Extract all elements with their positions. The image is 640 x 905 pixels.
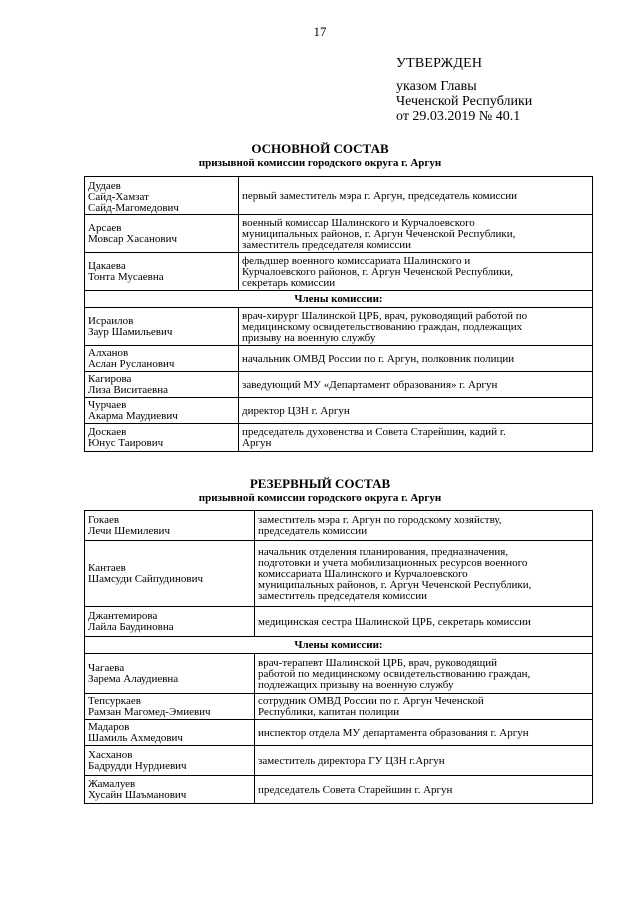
reserve-section-subtitle: призывной комиссии городского округа г. Аргун	[198, 492, 442, 504]
approval-stamp	[396, 56, 532, 124]
member-name-cell: Чагаева Зарема Алаудиевна	[85, 654, 255, 694]
member-role-cell: директор ЦЗН г. Аргун	[239, 398, 593, 424]
main-section-title: ОСНОВНОЙ СОСТАВ	[251, 141, 389, 156]
table-row	[85, 291, 593, 308]
member-name-cell: Кантаев Шамсуди Сайпудинович	[85, 541, 255, 607]
member-name-cell: Джантемирова Лайла Баудиновна	[85, 607, 255, 637]
table-row	[85, 694, 593, 720]
table-row	[85, 308, 593, 346]
member-name-cell: Арсаев Мовсар Хасанович	[85, 215, 239, 253]
member-role-cell: председатель Совета Старейшин г. Аргун	[255, 776, 593, 804]
members-group-header: Члены комиссии:	[85, 637, 593, 654]
table-row	[85, 215, 593, 253]
member-role-cell: первый заместитель мэра г. Аргун, председатель комиссии	[239, 177, 593, 215]
approval-line: указом Главы	[396, 79, 477, 94]
members-group-header: Члены комиссии:	[85, 291, 593, 308]
table-row	[85, 177, 593, 215]
table-row	[85, 424, 593, 452]
member-role-cell: председатель духовенства и Совета Старейшин, кадий г. Аргун	[239, 424, 593, 452]
member-role-cell: медицинская сестра Шалинской ЦРБ, секретарь комиссии	[255, 607, 593, 637]
member-role-cell: заместитель директора ГУ ЦЗН г.Аргун	[255, 746, 593, 776]
table-row	[85, 372, 593, 398]
member-role-cell: врач-терапевт Шалинской ЦРБ, врач, руководящий работой по медицинскому освидетельствованию граждан, подлежащих призыву на военную службу	[255, 654, 593, 694]
table-row	[85, 398, 593, 424]
table-row	[85, 541, 593, 607]
reserve-composition-table	[84, 510, 593, 804]
member-name-cell: Гокаев Лечи Шемилевич	[85, 511, 255, 541]
member-name-cell: Доскаев Юнус Таирович	[85, 424, 239, 452]
page-number: 17	[313, 24, 327, 39]
member-role-cell: заместитель мэра г. Аргун по городскому хозяйству, председатель комиссии	[255, 511, 593, 541]
approval-line: Чеченской Республики	[396, 94, 533, 109]
member-role-cell: заведующий МУ «Департамент образования» г. Аргун	[239, 372, 593, 398]
table-row	[85, 253, 593, 291]
member-name-cell: Жамалуев Хусайн Шаъманович	[85, 776, 255, 804]
member-role-cell: военный комиссар Шалинского и Курчалоевского муниципальных районов, г. Аргун Чеченской Республики, заместитель председателя комиссии	[239, 215, 593, 253]
member-role-cell: фельдшер военного комиссариата Шалинского и Курчалоевского районов, г. Аргун Чеченской Республики, секретарь комиссии	[239, 253, 593, 291]
table-row	[85, 654, 593, 694]
main-section-subtitle: призывной комиссии городского округа г. Аргун	[198, 157, 442, 169]
member-name-cell: Мадаров Шамиль Ахмедович	[85, 720, 255, 746]
member-role-cell: начальник отделения планирования, предназначения, подготовки и учета мобилизационных ресурсов военного комиссариата Шалинского и Курчалоевского муниципальных районов, г. Аргун Чеченской Республики, заместитель председателя комиссии	[255, 541, 593, 607]
member-name-cell: Тепсуркаев Рамзан Магомед-Эмиевич	[85, 694, 255, 720]
member-name-cell: Кагирова Лиза Виситаевна	[85, 372, 239, 398]
member-name-cell: Исраилов Заур Шамильевич	[85, 308, 239, 346]
table-row	[85, 511, 593, 541]
table-row	[85, 637, 593, 654]
member-role-cell: врач-хирург Шалинской ЦРБ, врач, руководящий работой по медицинскому освидетельствованию граждан, подлежащих призыву на военную службу	[239, 308, 593, 346]
table-row	[85, 607, 593, 637]
table-row	[85, 346, 593, 372]
table-row	[85, 720, 593, 746]
member-role-cell: сотрудник ОМВД России по г. Аргун Чеченской Республики, капитан полиции	[255, 694, 593, 720]
member-name-cell: Чурчаев Акарма Маудиевич	[85, 398, 239, 424]
approval-title: УТВЕРЖДЕН	[396, 56, 483, 71]
approval-line: от 29.03.2019 № 40.1	[396, 109, 521, 124]
member-name-cell: Дудаев Сайд-Хамзат Сайд-Магомедович	[85, 177, 239, 215]
main-composition-table	[84, 176, 593, 452]
member-role-cell: начальник ОМВД России по г. Аргун, полковник полиции	[239, 346, 593, 372]
member-role-cell: инспектор отдела МУ департамента образования г. Аргун	[255, 720, 593, 746]
member-name-cell: Хасханов Бадрудди Нурдиевич	[85, 746, 255, 776]
table-row	[85, 746, 593, 776]
table-row	[85, 776, 593, 804]
member-name-cell: Алханов Аслан Русланович	[85, 346, 239, 372]
reserve-section-title: РЕЗЕРВНЫЙ СОСТАВ	[249, 476, 391, 491]
member-name-cell: Цакаева Тонта Мусаевна	[85, 253, 239, 291]
